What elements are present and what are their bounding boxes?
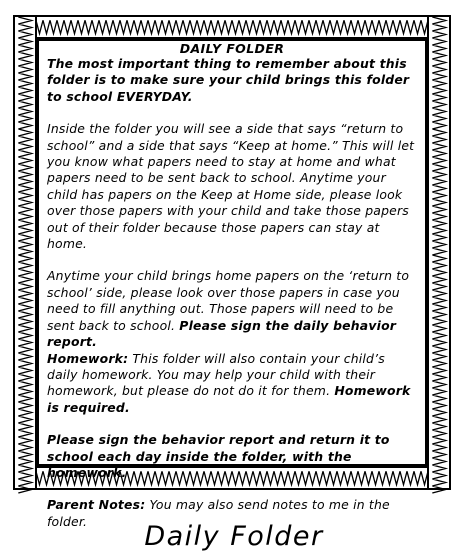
page-caption: Daily Folder: [144, 521, 324, 552]
behavior-report-note: Please sign the daily behavior report.: [47, 317, 397, 350]
folder-sides-paragraph: Inside the folder you will see a side that says “return to school” and a side that says “Keep at home.” This will let you know what papers need to stay at home and what papers need to be sent back to school. Anytime your child has papers on the Keep at Home side, please look over those papers with your child and take those papers out of their folder because those papers can stay at home.: [47, 121, 415, 252]
border-strip-right: [427, 17, 449, 488]
border-strip-left: [15, 17, 37, 488]
homework-text: This folder will also contain your child’s daily homework. You may help your child with their homework, but please do not do it for them.: [47, 350, 385, 399]
return-papers-paragraph: [47, 268, 417, 416]
parent-notes-text: You may also send notes to me in the folder.: [47, 497, 390, 529]
sign-report-text: Please sign the behavior report and return it to school each day inside the folder, with the homework.: [47, 432, 390, 480]
border-strip-top: [15, 17, 449, 39]
homework-label: Homework:: [47, 350, 129, 366]
return-papers-text: Anytime your child brings home papers on the ‘return to school’ side, please look over those papers in case you need to fill anything out. Those papers will need to be sent back to school.: [47, 268, 410, 333]
parent-notes-label: Parent Notes:: [47, 497, 146, 513]
sign-report-paragraph: [47, 432, 417, 481]
intro-text: The most important thing to remember about this folder is to make sure your child brings this folder to school EVERYDAY.: [47, 56, 410, 104]
document-frame: [13, 15, 451, 529]
intro-paragraph: [47, 56, 417, 105]
document-title: DAILY FOLDER: [179, 41, 285, 56]
document-body: [37, 39, 427, 529]
homework-required-note: Homework is required.: [47, 383, 411, 415]
